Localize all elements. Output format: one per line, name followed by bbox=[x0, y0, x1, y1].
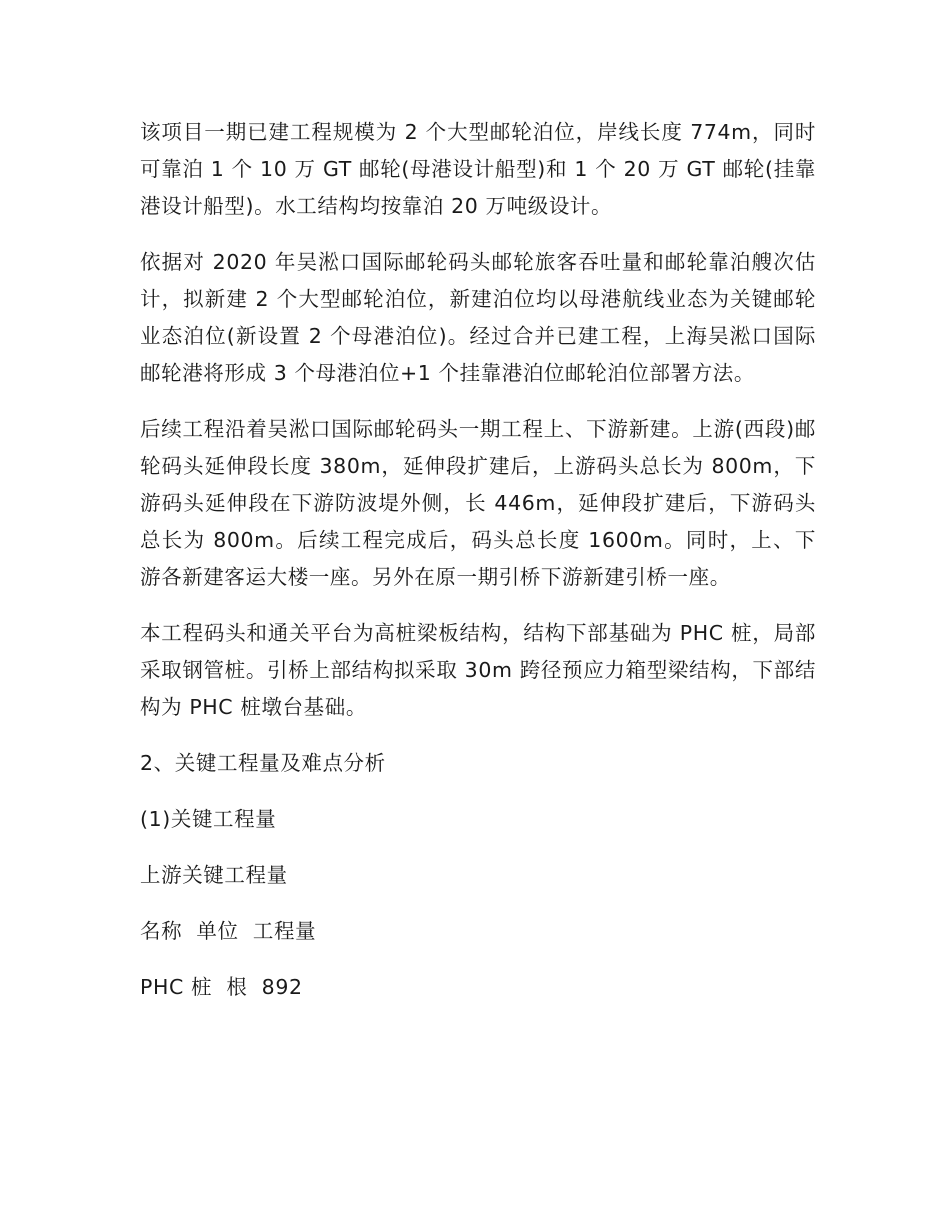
paragraph-new-berths: 依据对 2020 年吴淞口国际邮轮码头邮轮旅客吞吐量和邮轮靠泊艘次估计，拟新建 2 个大型邮轮泊位，新建泊位均以母港航线业态为关键邮轮业态泊位(新设置 2 个母港泊位)。经过合并已建工程，上海吴淞口国际邮轮港将形成 3 个母港泊位+1 个挂靠港泊位邮轮泊位部署方法。 bbox=[140, 250, 816, 385]
table-caption: 上游关键工程量 bbox=[140, 863, 288, 887]
table-row: PHC 桩 根 892 bbox=[140, 975, 303, 999]
paragraph-follow-up-works: 后续工程沿着吴淞口国际邮轮码头一期工程上、下游新建。上游(西段)邮轮码头延伸段长度 380m，延伸段扩建后，上游码头总长为 800m，下游码头延伸段在下游防波堤外侧，长 446m，延伸段扩建后，下游码头总长为 800m。后续工程完成后，码头总长度 1600m。同时，上、下游各新建客运大楼一座。另外在原一期引桥下游新建引桥一座。 bbox=[140, 417, 816, 589]
paragraph-project-scale: 该项目一期已建工程规模为 2 个大型邮轮泊位，岸线长度 774m，同时可靠泊 1 个 10 万 GT 邮轮(母港设计船型)和 1 个 20 万 GT 邮轮(挂靠港设计船型)。水工结构均按靠泊 20 万吨级设计。 bbox=[140, 120, 816, 218]
table-header: 名称 单位 工程量 bbox=[140, 919, 317, 943]
paragraph-structure: 本工程码头和通关平台为高桩梁板结构，结构下部基础为 PHC 桩，局部采取钢管桩。引桥上部结构拟采取 30m 跨径预应力箱型梁结构，下部结构为 PHC 桩墩台基础。 bbox=[140, 621, 816, 719]
section-heading: 2、关键工程量及难点分析 bbox=[140, 751, 386, 775]
subsection-heading: (1)关键工程量 bbox=[140, 807, 277, 831]
document-page bbox=[140, 114, 816, 1025]
